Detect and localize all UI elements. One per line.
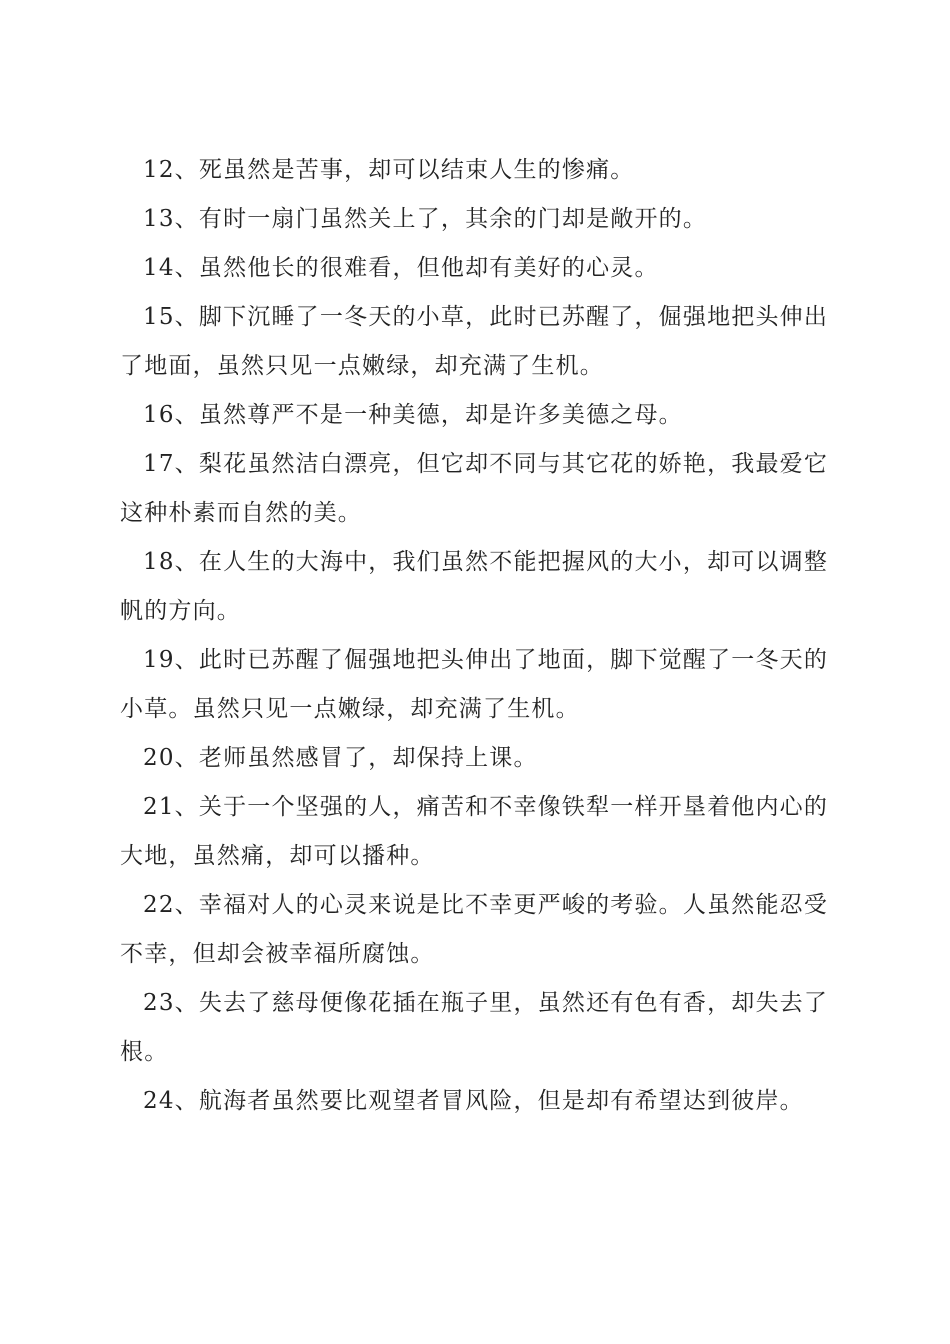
paragraph-15: 15、脚下沉睡了一冬天的小草，此时已苏醒了，倔强地把头伸出了地面，虽然只见一点嫩绿，却充满了生机。 [120,304,829,379]
paragraph-17: 17、梨花虽然洁白漂亮，但它却不同与其它花的娇艳，我最爱它这种朴素而自然的美。 [120,451,829,526]
document-body [120,146,836,1126]
paragraph-18: 18、在人生的大海中，我们虽然不能把握风的大小，却可以调整帆的方向。 [120,549,829,624]
paragraph-20: 20、老师虽然感冒了，却保持上课。 [143,745,538,771]
paragraph-21: 21、关于一个坚强的人，痛苦和不幸像铁犁一样开垦着他内心的大地，虽然痛，却可以播种。 [120,794,829,869]
paragraph-23: 23、失去了慈母便像花插在瓶子里，虽然还有色有香，却失去了根。 [120,990,829,1065]
paragraph-24: 24、航海者虽然要比观望者冒风险，但是却有希望达到彼岸。 [143,1088,804,1114]
paragraph-14: 14、虽然他长的很难看，但他却有美好的心灵。 [143,255,659,281]
paragraph-19: 19、此时已苏醒了倔强地把头伸出了地面，脚下觉醒了一冬天的小草。虽然只见一点嫩绿，却充满了生机。 [120,647,829,722]
paragraph-22: 22、幸福对人的心灵来说是比不幸更严峻的考验。人虽然能忍受不幸，但却会被幸福所腐蚀。 [120,892,829,967]
paragraph-16: 16、虽然尊严不是一种美德，却是许多美德之母。 [143,402,683,428]
paragraph-13: 13、有时一扇门虽然关上了，其余的门却是敞开的。 [143,206,708,232]
paragraph-12: 12、死虽然是苦事，却可以结束人生的惨痛。 [143,157,635,183]
